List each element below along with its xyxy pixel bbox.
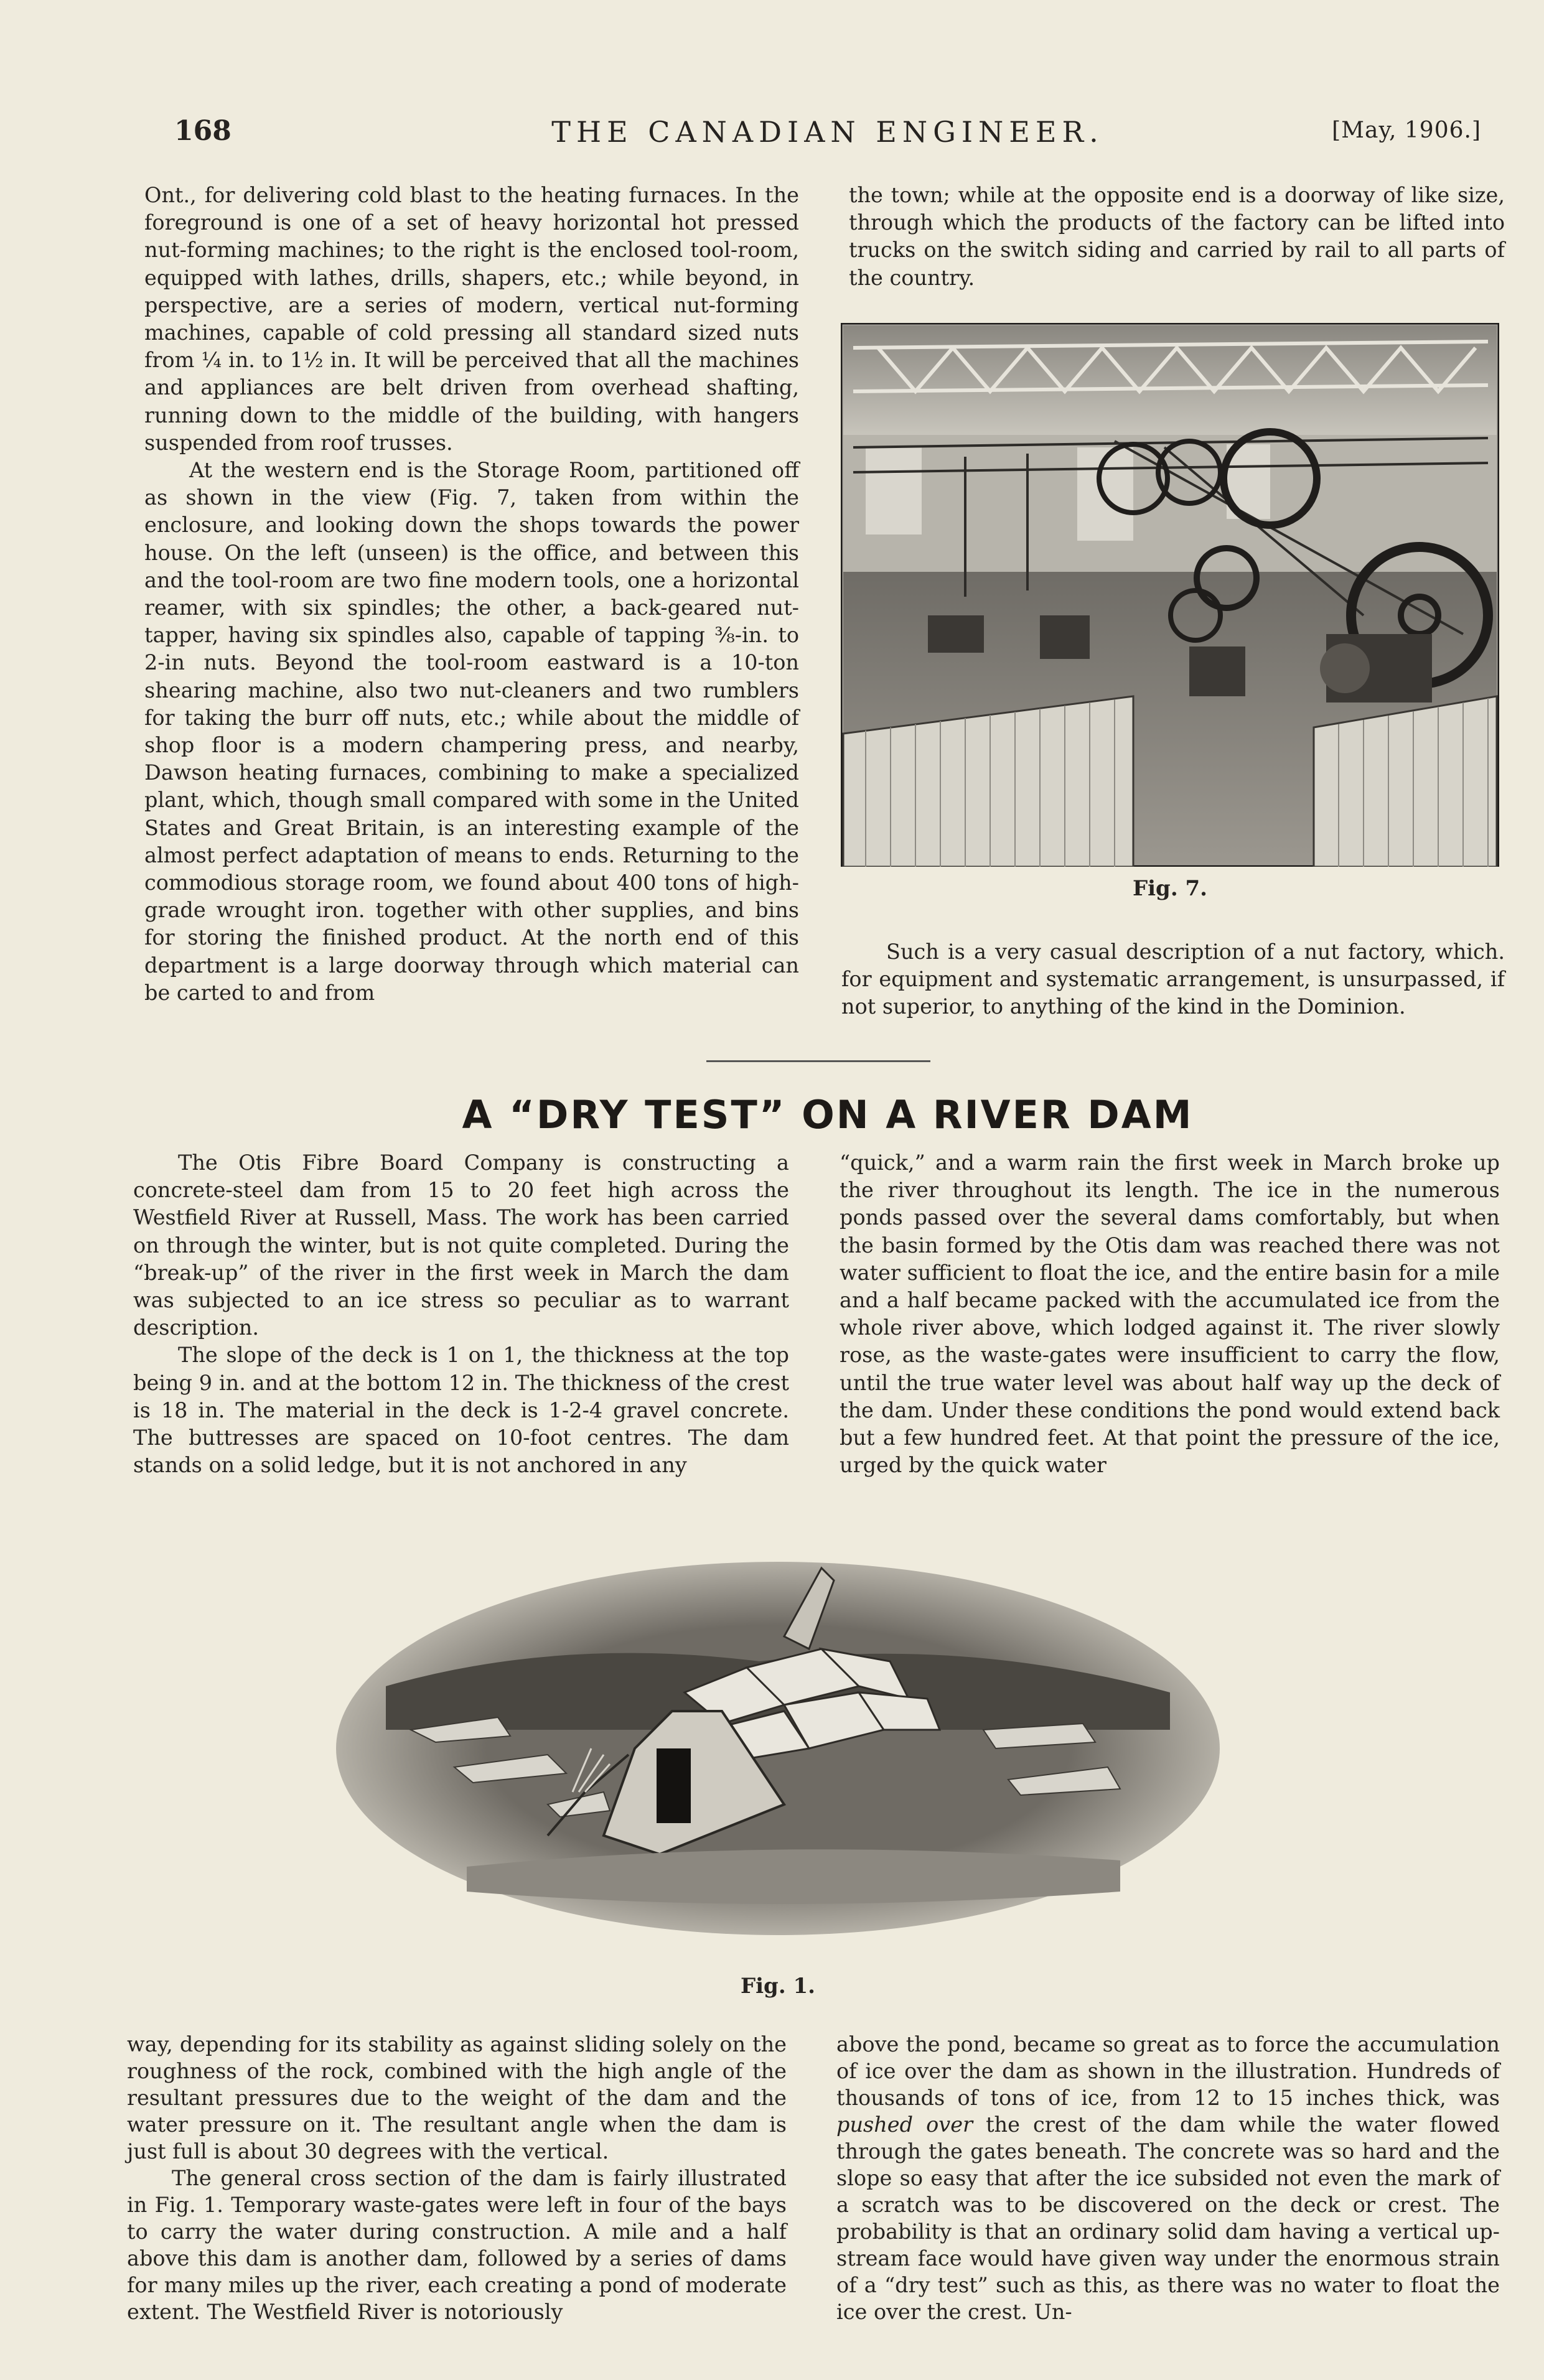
- lower-right-column: [836, 2031, 1500, 2325]
- page-header: [174, 115, 1481, 152]
- paragraph: At the western end is the Storage Room, partitioned off as shown in the view (Fig. 7, taken from within the enclosure, and looking down the shops towards the power house. On the left (unseen) is the office, and between this and the tool-room are two fine modern tools, one a horizontal reamer, with six spindles; the other, a back-geared nut-tapper, having six spindles also, capable of tapping ⅜-in. to 2-in nuts. Beyond the tool-room eastward is a 10-ton shearing machine, also two nut-cleaners and two rumblers for taking the burr off nuts, etc.; while about the middle of shop floor is a modern champering press, and nearby, Dawson heating furnaces, combining to make a specialized plant, which, though small compared with some in the United States and Great Britain, is an interesting example of the almost perfect adaptation of means to ends. Returning to the commodious storage room, we found about 400 tons of high-grade wrought iron. together with other supplies, and bins for storing the finished product. At the north end of this department is a large doorway through which material can be carted to and from: [144, 458, 799, 1005]
- paragraph: The general cross section of the dam is fairly illustrated in Fig. 1. Temporary waste-gates were left in four of the bays to carry the water during construction. A mile and a half above this dam is another dam, followed by a series of dams for many miles up the river, each creating a pond of moderate extent. The Westfield River is notoriously: [127, 2166, 787, 2324]
- factory-interior-illustration: [841, 323, 1499, 867]
- fig-7-factory-photo: [841, 323, 1499, 867]
- section-divider: [706, 1060, 930, 1062]
- paragraph: The slope of the deck is 1 on 1, the thickness at the top being 9 in. and at the bottom 12 in. The thickness of the crest is 18 in. The material in the deck is 1-2-4 gravel concrete. The buttresses are spaced on 10-foot centres. The dam stands on a solid ledge, but it is not anchored in any: [133, 1343, 789, 1478]
- paragraph: way, depending for its stability as against sliding solely on the roughness of the rock, combined with the high angle of the resultant pressures due to the weight of the dam and the water pressure on it. The resultant angle when the dam is just full is about 30 degrees with the vertical.: [127, 2032, 787, 2163]
- text-run: the crest of the dam while the water flowed through the gates beneath. The concrete was so hard and the slope so easy that after the ice subsided not even the mark of a scratch was to be discovered on the deck or crest. The probability is that an ordinary solid dam having a vertical up-stream face would have given way under the enormous strain of a “dry test” such as this, as there was no water to float the ice over the crest. Un-: [836, 2112, 1500, 2324]
- lower-left-column: [127, 2031, 787, 2325]
- text-run: above the pond, became so great as to force the accumulation of ice over the dam as shown in the illustration. Hundreds of thousands of tons of ice, from 12 to 15 inches thick, was: [836, 2032, 1500, 2110]
- upper-right-column-bottom: [841, 938, 1505, 1021]
- paragraph: Such is a very casual description of a nut factory, which. for equipment and systematic arrangement, is unsurpassed, if not superior, to anything of the kind in the Dominion.: [841, 940, 1505, 1019]
- upper-right-column-top: [849, 182, 1505, 292]
- article-intro-right-column: [840, 1149, 1500, 1479]
- paragraph: the town; while at the opposite end is a doorway of like size, through which the products of the factory can be lifted into trucks on the switch siding and carried by rail to all parts of the country.: [849, 183, 1505, 290]
- fig-1-dam-illustration: [311, 1543, 1245, 1954]
- running-title: THE CANADIAN ENGINEER.: [551, 115, 1104, 149]
- fig-1-caption: Fig. 1.: [741, 1974, 815, 1999]
- dam-ice-illustration: [311, 1543, 1245, 1954]
- emphasis-text: pushed over: [836, 2112, 973, 2137]
- article-title: A “DRY TEST” ON A RIVER DAM: [462, 1092, 1194, 1137]
- issue-date: [May, 1906.]: [1332, 118, 1481, 143]
- article-intro-left-column: [133, 1149, 789, 1479]
- paragraph: “quick,” and a warm rain the first week in March broke up the river throughout its length. The ice in the numerous ponds passed over the several dams comfortably, but when the basin formed by the Otis dam was reached there was not water sufficient to float the ice, and the entire basin for a mile and a half became packed with the accumulated ice from the whole river above, which lodged against it. The river slowly rose, as the waste-gates were insufficient to carry the flow, until the true water level was about half way up the deck of the dam. Under these conditions the pond would extend back but a few hundred feet. At that point the pressure of the ice, urged by the quick water: [840, 1150, 1500, 1478]
- paragraph: [836, 2031, 1500, 2325]
- upper-left-column: [144, 182, 799, 1007]
- fig-7-caption: Fig. 7.: [1133, 876, 1207, 901]
- paragraph: The Otis Fibre Board Company is constructing a concrete-steel dam from 15 to 20 feet high across the Westfield River at Russell, Mass. The work has been carried on through the winter, but is not quite completed. During the “break-up” of the river in the first week in March the dam was subjected to an ice stress so peculiar as to warrant description.: [133, 1150, 789, 1340]
- page-number: 168: [174, 115, 232, 147]
- paragraph: Ont., for delivering cold blast to the heating furnaces. In the foreground is one of a set of heavy horizontal hot pressed nut-forming machines; to the right is the enclosed tool-room, equipped with lathes, drills, shapers, etc.; while beyond, in perspective, are a series of modern, vertical nut-forming machines, capable of cold pressing all standard sized nuts from ¼ in. to 1½ in. It will be perceived that all the machines and appliances are belt driven from overhead shafting, running down to the middle of the building, with hangers suspended from roof trusses.: [144, 183, 799, 455]
